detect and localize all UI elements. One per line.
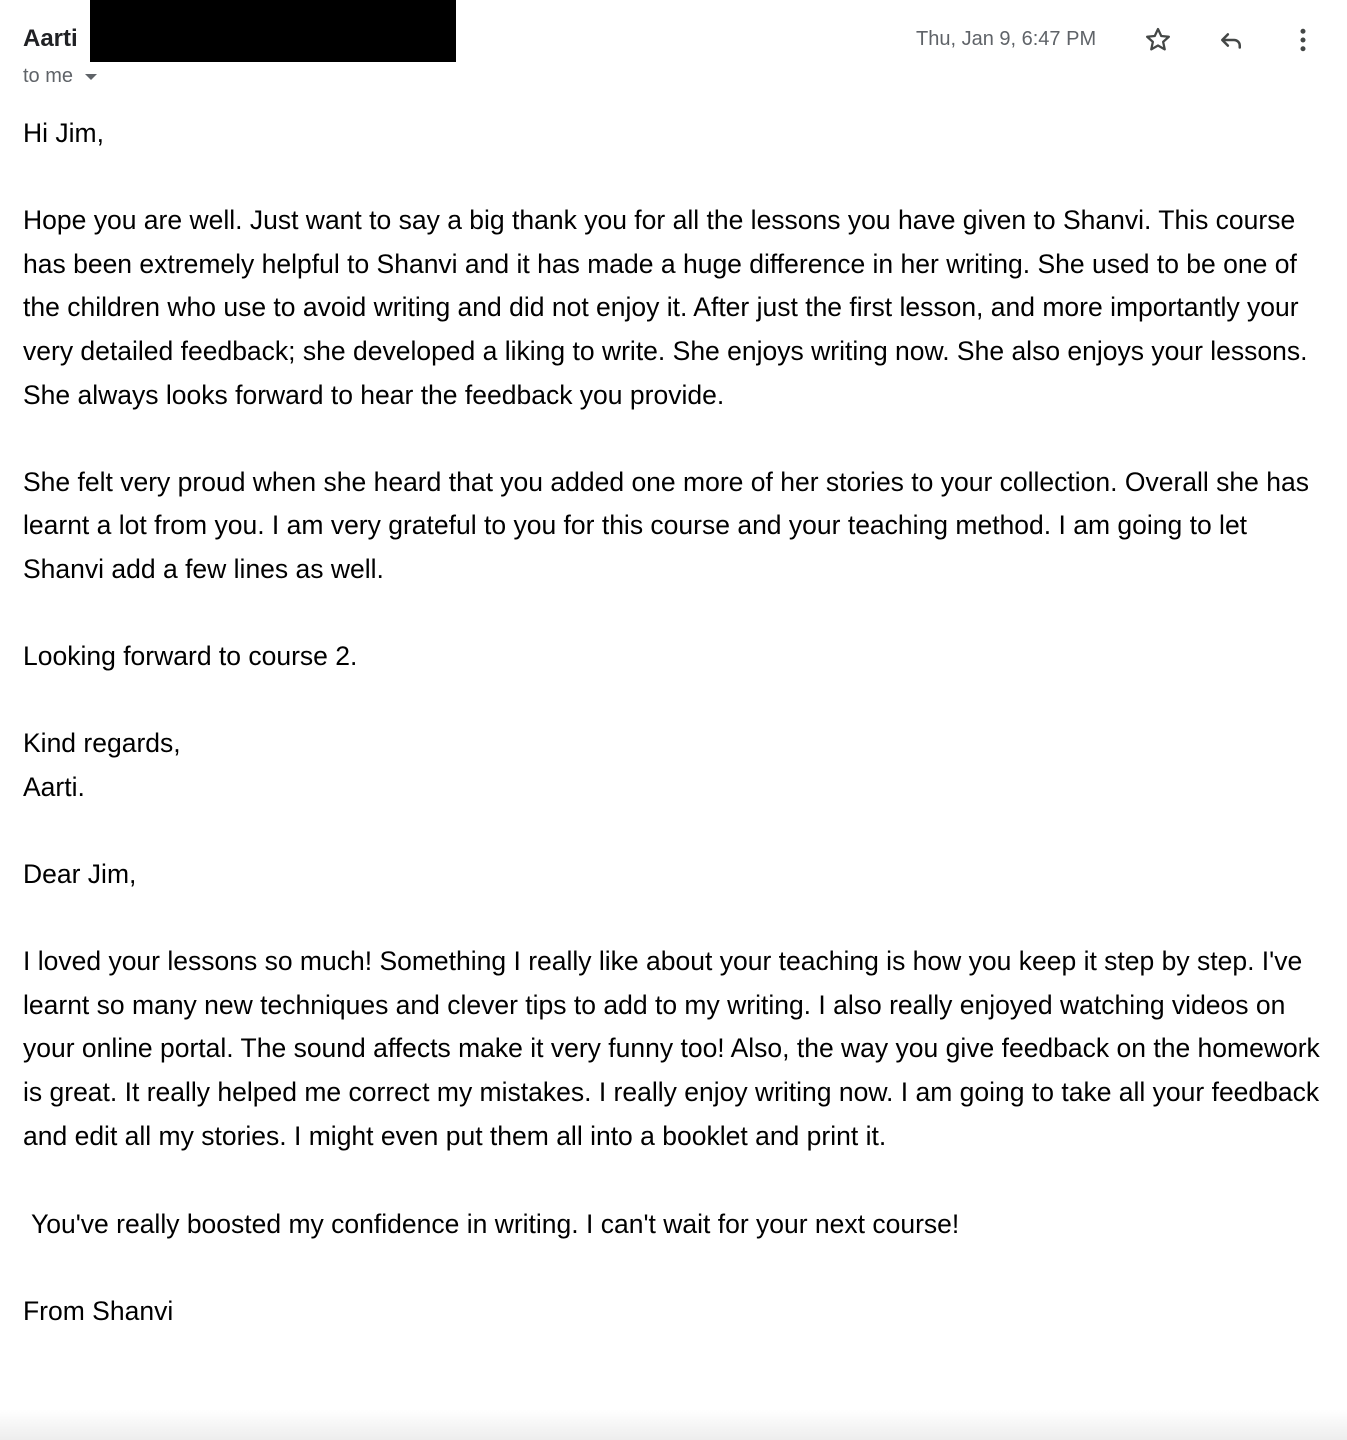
signoff-2: From Shanvi bbox=[23, 1296, 174, 1327]
message-date: Thu, Jan 9, 6:47 PM bbox=[916, 28, 1097, 50]
greeting: Hi Jim, bbox=[23, 118, 104, 148]
star-button[interactable] bbox=[1140, 22, 1176, 58]
sender-name[interactable]: Aarti bbox=[23, 25, 78, 52]
greeting-2: Dear Jim, bbox=[23, 859, 137, 890]
paragraph-2: She felt very proud when she heard that you added one more of her stories to your collection. Overall she has learnt a lot from you. I am very grateful to you for this course and your teaching method. I am going to let Shanvi add a few lines as well. bbox=[23, 466, 1309, 584]
paragraph-1: Hope you are well. Just want to say a big thank you for all the lessons you have given to Shanvi. This course has been extremely helpful to Shanvi and it has made a huge difference in her writing. She used to be one of the children who use to avoid writing and did not enjoy it. After just the first lesson, and more importantly your very detailed feedback; she developed a liking to write. She enjoys writing now. She also enjoys your lessons. She always looks forward to hear the feedback you provide. bbox=[23, 205, 1308, 410]
redacted-sender-email bbox=[90, 0, 456, 62]
paragraph-4: I loved your lessons so much! Something I really like about your teaching is how you keep it step by step. I've learnt so many new techniques and clever tips to add to my writing. I also really enjoyed watching videos on your online portal. The sound affects make it very funny too! Also, the way you give feedback on the homework is great. It really helped me correct my mistakes. I really enjoy writing now. I am going to take all your feedback and edit all my stories. I might even put them all into a booklet and print it. bbox=[23, 946, 1320, 1151]
closing: Kind regards, bbox=[23, 728, 181, 759]
signature: Aarti. bbox=[23, 771, 85, 802]
reply-icon bbox=[1216, 25, 1246, 55]
paragraph-3: Looking forward to course 2. bbox=[23, 641, 358, 672]
recipient-label: to me bbox=[23, 65, 74, 87]
reply-button[interactable] bbox=[1213, 22, 1249, 58]
bottom-fade bbox=[0, 1410, 1347, 1440]
more-options-button[interactable] bbox=[1285, 22, 1321, 58]
paragraph-5: You've really boosted my confidence in writing. I can't wait for your next course! bbox=[31, 1209, 960, 1240]
more-vertical-icon bbox=[1288, 25, 1318, 55]
caret-down-icon[interactable] bbox=[85, 74, 97, 80]
recipient-toggle[interactable] bbox=[23, 63, 97, 89]
message-body bbox=[23, 112, 1333, 1334]
star-icon bbox=[1143, 25, 1173, 55]
message-header bbox=[0, 0, 1347, 100]
